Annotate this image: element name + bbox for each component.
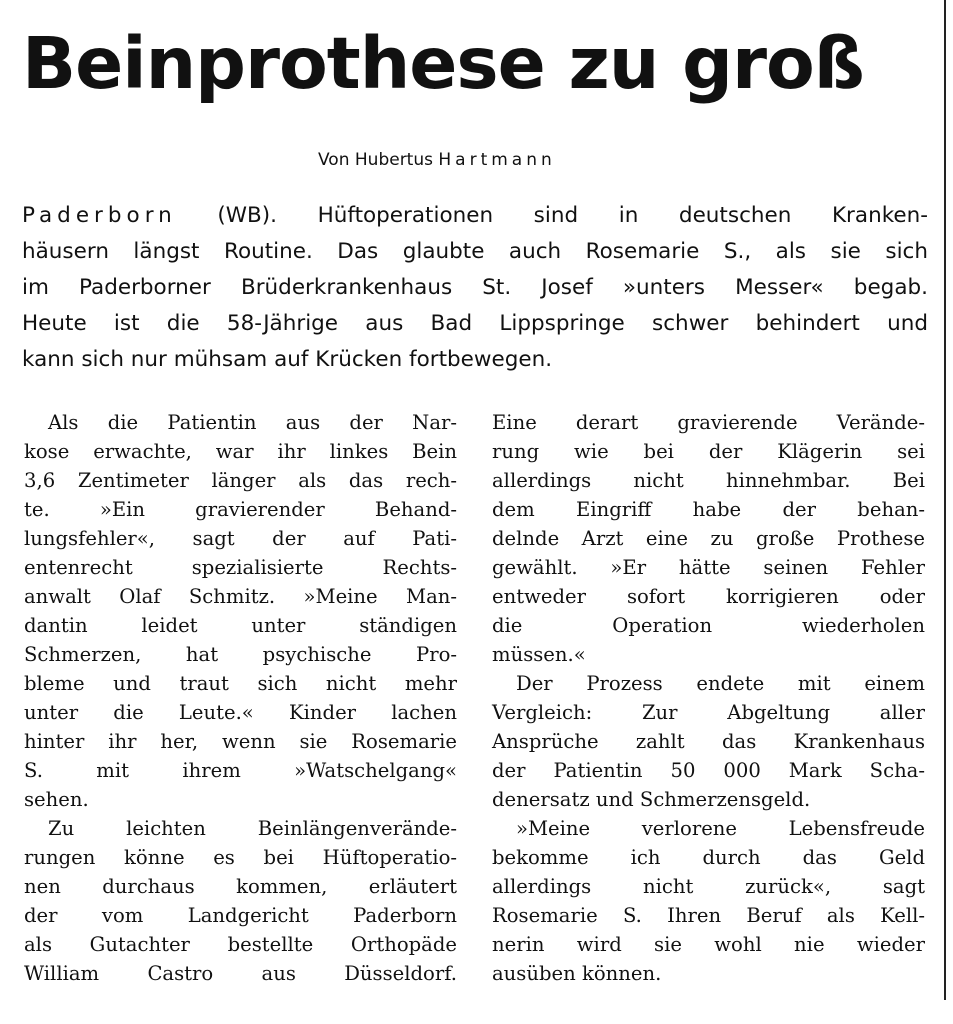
body-line: Vergleich: Zur Abgeltung aller bbox=[492, 701, 925, 724]
body-line: delnde Arzt eine zu große Prothese bbox=[492, 527, 925, 550]
body-line: sehen. bbox=[24, 788, 89, 811]
byline-prefix: Von Hubertus bbox=[318, 150, 439, 170]
byline-author: Hartmann bbox=[438, 150, 556, 170]
column-rule bbox=[944, 0, 946, 1000]
body-line: William Castro aus Düsseldorf. bbox=[24, 962, 457, 985]
body-line: allerdings nicht hinnehmbar. Bei bbox=[492, 469, 925, 492]
body-line: der Patientin 50 000 Mark Scha- bbox=[492, 759, 925, 782]
body-line: Als die Patientin aus der Nar- bbox=[48, 411, 457, 434]
body-line: unter die Leute.« Kinder lachen bbox=[24, 701, 457, 724]
body-line: bleme und traut sich nicht mehr bbox=[24, 672, 457, 695]
lead-line: im Paderborner Brüderkrankenhaus St. Josef »unters Messer« begab. bbox=[22, 275, 928, 300]
body-line: Eine derart gravierende Verände- bbox=[492, 411, 925, 434]
lead-paragraph bbox=[22, 198, 928, 378]
body-line: Ansprüche zahlt das Krankenhaus bbox=[492, 730, 925, 753]
body-line: »Meine verlorene Lebensfreude bbox=[516, 817, 925, 840]
body-line: hinter ihr her, wenn sie Rosemarie bbox=[24, 730, 457, 753]
body-line: lungsfehler«, sagt der auf Pati- bbox=[24, 527, 457, 550]
body-line: nerin wird sie wohl nie wieder bbox=[492, 933, 925, 956]
body-line: entweder sofort korrigieren oder bbox=[492, 585, 925, 608]
headline: Beinprothese zu groß bbox=[22, 22, 864, 105]
body-line: als Gutachter bestellte Orthopäde bbox=[24, 933, 457, 956]
lead-line: Paderborn (WB). Hüftoperationen sind in deutschen Kranken- bbox=[22, 203, 928, 228]
body-line: S. mit ihrem »Watschelgang« bbox=[24, 759, 457, 782]
body-column-right bbox=[492, 408, 925, 988]
body-line: ausüben können. bbox=[492, 962, 662, 985]
body-line: denersatz und Schmerzensgeld. bbox=[492, 788, 811, 811]
body-line: allerdings nicht zurück«, sagt bbox=[492, 875, 925, 898]
body-column-left bbox=[24, 408, 457, 988]
body-line: kose erwachte, war ihr linkes Bein bbox=[24, 440, 457, 463]
body-line: rung wie bei der Klägerin sei bbox=[492, 440, 925, 463]
body-line: te. »Ein gravierender Behand- bbox=[24, 498, 457, 521]
body-line: anwalt Olaf Schmitz. »Meine Man- bbox=[24, 585, 457, 608]
body-line: die Operation wiederholen bbox=[492, 614, 925, 637]
body-line: dem Eingriff habe der behan- bbox=[492, 498, 925, 521]
byline bbox=[318, 150, 556, 170]
lead-line: Heute ist die 58-Jährige aus Bad Lippspringe schwer behindert und bbox=[22, 311, 928, 336]
lead-line: kann sich nur mühsam auf Krücken fortbewegen. bbox=[22, 347, 553, 372]
body-line: bekomme ich durch das Geld bbox=[492, 846, 925, 869]
body-line: entenrecht spezialisierte Rechts- bbox=[24, 556, 457, 579]
body-line: Der Prozess endete mit einem bbox=[516, 672, 925, 695]
body-line: Rosemarie S. Ihren Beruf als Kell- bbox=[492, 904, 925, 927]
body-line: gewählt. »Er hätte seinen Fehler bbox=[492, 556, 925, 579]
body-line: der vom Landgericht Paderborn bbox=[24, 904, 457, 927]
body-line: rungen könne es bei Hüftoperatio- bbox=[24, 846, 457, 869]
lead-dateline: Paderborn bbox=[22, 203, 177, 228]
body-line: dantin leidet unter ständigen bbox=[24, 614, 457, 637]
body-line: Zu leichten Beinlängenverände- bbox=[48, 817, 457, 840]
body-line: nen durchaus kommen, erläutert bbox=[24, 875, 457, 898]
body-line: Schmerzen, hat psychische Pro- bbox=[24, 643, 457, 666]
body-line: 3,6 Zentimeter länger als das rech- bbox=[24, 469, 457, 492]
body-line: müssen.« bbox=[492, 643, 586, 666]
lead-line: häusern längst Routine. Das glaubte auch Rosemarie S., als sie sich bbox=[22, 239, 928, 264]
